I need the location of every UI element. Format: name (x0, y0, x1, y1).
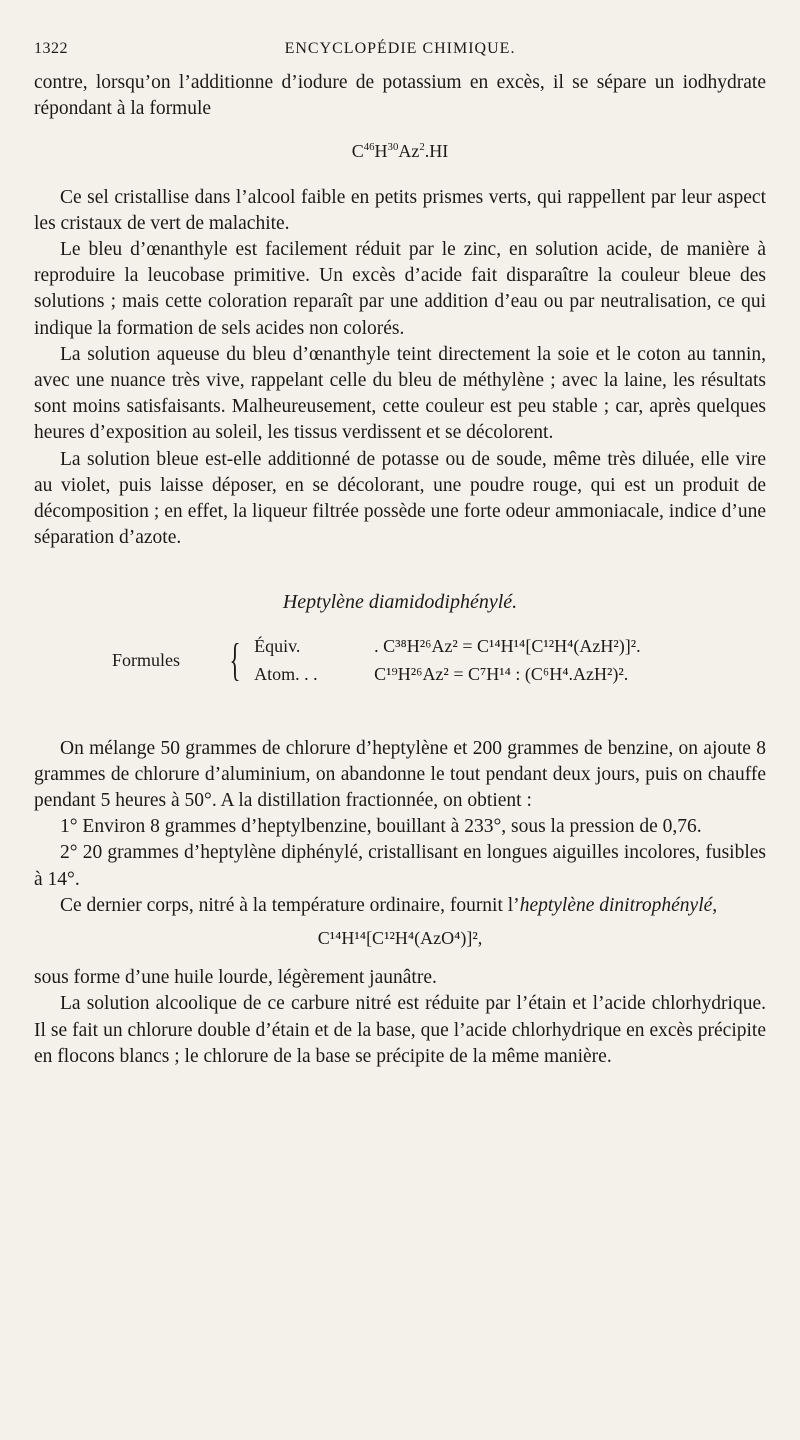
paragraph-2: Ce sel cristallise dans l’alcool faible en petits prismes verts, qui rappellent par leur aspect les cristaux de vert de malachite. (34, 186, 766, 234)
paragraph-5: La solution bleue est-elle additionné de potasse ou de soude, même très diluée, elle vire au violet, puis laisse déposer, en se décolorant, une poudre rouge, qui est un produit de décomposition ; en effet, la liqueur filtrée possède une forte odeur ammoniacale, indice d’une séparation d’azote. (34, 448, 766, 549)
paragraph-7: 1° Environ 8 grammes d’heptylbenzine, bouillant à 233°, sous la pression de 0,76. (60, 816, 702, 838)
atom-formula: C¹⁹H²⁶Az² = C⁷H¹⁴ : (C⁶H⁴.AzH²)². (374, 663, 629, 684)
formules-label: Formules (112, 649, 181, 670)
paragraph-11: La solution alcoolique de ce carbure nitré est réduite par l’étain et l’acide chlorhydrique. Il se fait un chlorure double d’étain et de la base, que l’acide chlorhydrique en excès précipite en flocons blancs ; le chlorure de la base se précipite de la même manière. (34, 993, 766, 1067)
page-number: 1322 (34, 40, 68, 57)
paragraph-4: La solution aqueuse du bleu d’œnanthyle teint directement la soie et le coton au tannin, avec une nuance très vive, rappelant celle du bleu de méthylène ; avec la laine, les résultats sont moins satisfaisants. Malheureusement, cette couleur est peu stable ; car, après quelques heures d’exposition au soleil, les tissus verdissent et se décolorent. (34, 343, 766, 444)
page-body (34, 70, 766, 1070)
paragraph-3: Le bleu d’œnanthyle est facilement réduit par le zinc, en solution acide, de manière à reproduire la leucobase primitive. Un excès d’acide fait disparaître la couleur bleue des solutions ; mais cette coloration reparaît par une addition d’eau ou par neutralisation, ce qui indique la formation de sels acides non colorés. (34, 239, 766, 339)
section-title: Heptylène diamidodiphénylé. (282, 591, 518, 614)
paragraph-9: Ce dernier corps, nitré à la température ordinaire, fournit l’heptylène dinitrophénylé, (60, 894, 718, 916)
page-header (34, 40, 766, 70)
equiv-formula: . C³⁸H²⁶Az² = C¹⁴H¹⁴[C¹²H⁴(AzH²)]². (374, 635, 641, 656)
brace-glyph: { (229, 633, 241, 685)
equiv-row (254, 632, 641, 660)
equiv-label: Équiv. (254, 635, 301, 656)
formula-dinitro: C¹⁴H¹⁴[C¹²H⁴(AzO⁴)]², (317, 928, 483, 949)
paragraph-6: On mélange 50 grammes de chlorure d’heptylène et 200 grammes de benzine, on ajoute 8 grammes de chlorure d’aluminium, on abandonne le tout pendant deux jours, puis on chauffe pendant 5 heures à 50°. A la distillation fractionnée, on obtient : (34, 737, 766, 812)
atom-label: Atom. . . (254, 663, 318, 684)
paragraph-8: 2° 20 grammes d’heptylène diphénylé, cristallisant en longues aiguilles incolores, fusibles à 14°. (34, 842, 766, 890)
running-title: ENCYCLOPÉDIE CHIMIQUE. (284, 40, 516, 57)
atom-row (254, 660, 641, 688)
formula-iodhydrate: $C^{46}H^{30}Az^2.HI$ (351, 141, 449, 162)
formules-block (112, 632, 766, 688)
paragraph-1: contre, lorsqu’on l’additionne d’iodure de potassium en excès, il se sépare un iodhydrate répondant à la formule (34, 72, 766, 120)
paragraph-10: sous forme d’une huile lourde, légèrement jaunâtre. (34, 967, 437, 989)
